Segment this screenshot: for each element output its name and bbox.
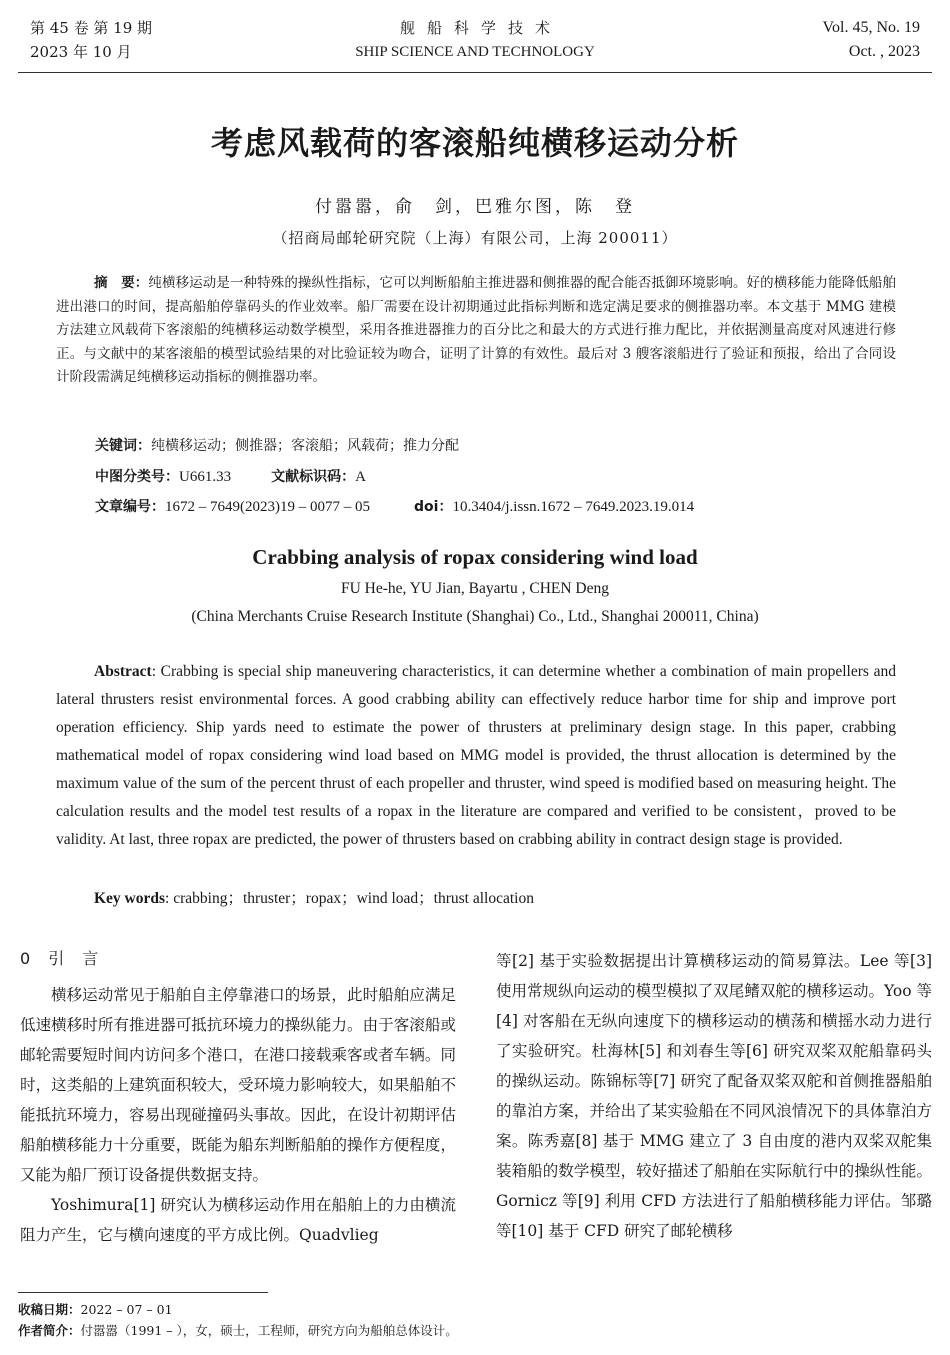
abstract-cn	[56, 272, 896, 390]
keywords-cn-text: 纯横移运动；侧推器；客滚船；风载荷；推力分配	[151, 438, 459, 454]
body-paragraph: 横移运动常见于船舶自主停靠港口的场景，此时船舶应满足低速横移时所有推进器可抵抗环境力的操纵能力。由于客滚船或邮轮需要短时间内访问多个港口，在港口接载乘客或者车辆。同时，这类船的上建筑面积较大，受环境力影响较大，如果船舶不能抵抗环境力，容易出现碰撞码头事故。因此，在设计初期评估船舶横移能力十分重要，既能为船东判断船舶的操作方便程度，又能为船厂预订设备提供数据支持。	[20, 986, 456, 1184]
journal-name-cn: 舰船科学技术	[399, 19, 562, 37]
journal-name-en: SHIP SCIENCE AND TECHNOLOGY	[355, 44, 595, 60]
keywords-cn	[95, 435, 459, 455]
authors-cn: 付嚣嚣，俞 剑，巴雅尔图，陈 登	[315, 197, 635, 217]
doi-value: 10.3404/j.issn.1672 – 7649.2023.19.014	[452, 499, 695, 515]
volume-issue-en: Vol. 45, No. 19	[822, 19, 920, 36]
article-no-value: 1672 – 7649(2023)19 – 0077 – 05	[165, 499, 370, 515]
abstract-en-text: : Crabbing is special ship maneuvering characteristics, it can determine whether a combination of main propellers and lateral thrusters resist environmental forces. A good crabbing ability can effectively reduce harbor time for ship and improve port operation efficiency. Ship yards need to estimate the power of thrusters at preliminary design stage. In this paper, crabbing mathematical model of ropax considering wind load based on MMG model is provided, the thrust allocation is determined by the maximum value of the sum of the percent thrust of each propeller and thruster, wind speed is modified based on measuring height. The calculation results and the model test results of a ropax in the literature are compared and verified to be consistent，proved to be validity. At last, three ropax are predicted, the power of thrusters based on crabbing ability in contract design stage is provided.	[56, 663, 896, 848]
header-center	[0, 16, 950, 64]
received-date	[18, 1300, 173, 1318]
received-value: 2022 – 07 – 01	[80, 1302, 173, 1317]
classification-line	[95, 466, 366, 486]
body-paragraph: Yoshimura[1] 研究认为横移运动作用在船舶上的力由横流阻力产生，它与横向速度的平方成比例。Quadvlieg	[20, 1196, 456, 1244]
received-label: 收稿日期：	[18, 1302, 81, 1317]
keywords-cn-label: 关键词：	[95, 438, 151, 454]
abstract-cn-label: 摘 要：	[94, 275, 149, 291]
clc-value: U661.33	[179, 469, 232, 485]
author-bio-label: 作者简介：	[18, 1323, 81, 1338]
paper-title-en: Crabbing analysis of ropax considering wind load	[252, 545, 698, 569]
doc-code-value: A	[355, 469, 366, 485]
section-title: 引言	[48, 949, 117, 968]
article-no-label: 文章编号：	[95, 499, 165, 515]
header-rule	[18, 72, 932, 73]
volume-issue: 第 45 卷 第 19 期	[30, 19, 153, 37]
issue-date-cn: 2023 年 10 月	[30, 43, 132, 61]
authors-en: FU He-he, YU Jian, Bayartu , CHEN Deng	[340, 580, 610, 597]
article-number-line	[95, 496, 694, 516]
issue-date-en: Oct. , 2023	[848, 43, 920, 60]
author-bio-value: 付嚣嚣（1991 – ），女，硕士，工程师，研究方向为船舶总体设计。	[80, 1323, 458, 1338]
affiliation-en: (China Merchants Cruise Research Institute (Shanghai) Co., Ltd., Shanghai 200011, China)	[191, 608, 759, 625]
footnote-rule	[18, 1292, 268, 1293]
keywords-en-label: Key words	[94, 890, 166, 907]
keywords-en-text: : crabbing；thruster；ropax；wind load；thrust allocation	[165, 890, 534, 907]
clc-label: 中图分类号：	[95, 469, 179, 485]
affiliation-cn: （招商局邮轮研究院（上海）有限公司，上海 200011）	[272, 229, 678, 247]
paper-title-cn: 考虑风载荷的客滚船纯横移运动分析	[210, 124, 739, 162]
header-right	[823, 16, 921, 64]
keywords-en	[94, 886, 534, 908]
body-paragraph: 等[2] 基于实验数据提出计算横移运动的简易算法。Lee 等[3] 使用常规纵向运动的模型模拟了双尾鳍双舵的横移运动。Yoo 等[4] 对客船在无纵向速度下的横移运动的横荡和横摇水动力进行了实验研究。杜海林[5] 和刘春生等[6] 研究双桨双舵船靠码头的操纵运动。陈锦标等[7] 研究了配备双桨双舵和首侧推器船舶的靠泊方案，并给出了某实验船在不同风浪情况下的具体靠泊方案。陈秀嘉[8] 基于 MMG 建立了 3 自由度的港内双桨双舵集装箱船的数学模型，较好描述了船舶在实际航行中的操纵性能。Gornicz 等[9] 利用 CFD 方法进行了船舶横移能力评估。邹璐等[10] 基于 CFD 研究了邮轮横移	[496, 952, 932, 1240]
section-heading	[20, 944, 456, 974]
doc-code-label: 文献标识码：	[271, 469, 356, 485]
section-number: 0	[20, 949, 49, 968]
doi-label: doi：	[414, 499, 453, 515]
abstract-en	[56, 658, 896, 854]
abstract-en-label: Abstract	[94, 663, 152, 680]
body-column-left	[20, 944, 456, 1250]
body-column-right	[496, 946, 932, 1246]
abstract-cn-text: 纯横移运动是一种特殊的操纵性指标，它可以判断船舶主推进器和侧推器的配合能否抵御环境影响。好的横移能力能降低船舶进出港口的时间，提高船舶停靠码头的作业效率。船厂需要在设计初期通过此指标判断和选定满足要求的侧推器功率。本文基于 MMG 建模方法建立风载荷下客滚船的纯横移运动数学模型，采用各推进器推力的百分比之和最大的方式进行推力配比，并依据测量高度对风速进行修正。与文献中的某客滚船的模型试验结果的对比验证较为吻合，证明了计算的有效性。最后对 3 艘客滚船进行了验证和预报，给出了合同设计阶段需满足纯横移运动指标的侧推器功率。	[56, 275, 897, 385]
author-bio	[18, 1321, 458, 1339]
